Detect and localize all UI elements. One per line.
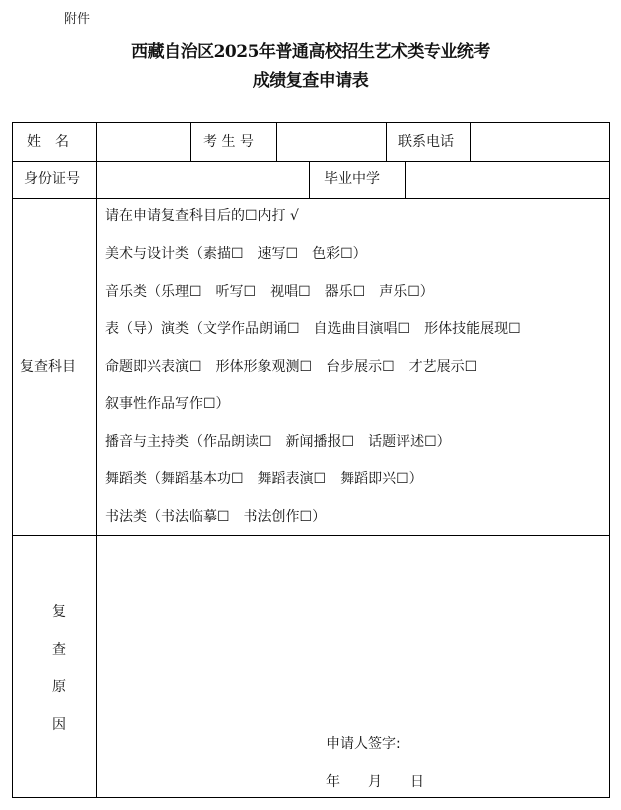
subject-line-music[interactable]: 音乐类（乐理☐ 听写☐ 视唱☐ 器乐☐ 声乐☐） (105, 284, 434, 300)
application-form-table (12, 122, 610, 798)
school-label: 毕业中学 (324, 171, 380, 187)
form-title-line2: 成绩复查申请表 (252, 71, 369, 91)
name-field[interactable] (109, 127, 183, 157)
reason-label-char: 复 (52, 604, 66, 620)
row-divider (13, 535, 609, 536)
phone-label: 联系电话 (398, 134, 454, 150)
subject-line-narrative[interactable]: 叙事性作品写作☐） (105, 396, 230, 412)
reason-label-char: 原 (52, 679, 66, 695)
subject-line-performance[interactable]: 表（导）演类（文学作品朗诵☐ 自选曲目演唱☐ 形体技能展现☐ (105, 321, 521, 337)
reason-label-char: 查 (52, 642, 66, 658)
col-divider (309, 161, 310, 198)
col-divider (96, 198, 97, 797)
col-divider (470, 123, 471, 161)
subject-line-performance-cont[interactable]: 命题即兴表演☐ 形体形象观测☐ 台步展示☐ 才艺展示☐ (105, 359, 478, 375)
exam-number-label: 考 生 号 (203, 134, 254, 150)
col-divider (386, 123, 387, 161)
exam-number-field[interactable] (283, 127, 379, 157)
subject-line-calligraphy[interactable]: 书法类（书法临摹☐ 书法创作☐） (105, 509, 327, 525)
school-field[interactable] (413, 165, 603, 195)
col-divider (96, 161, 97, 198)
col-divider (96, 123, 97, 161)
name-label: 姓 名 (27, 134, 69, 150)
id-number-field[interactable] (103, 165, 303, 195)
date-label: 年 月 日 (326, 774, 424, 790)
subject-line-broadcasting[interactable]: 播音与主持类（作品朗读☐ 新闻播报☐ 话题评述☐） (105, 434, 451, 450)
reason-field[interactable] (105, 543, 601, 733)
reason-label-char: 因 (52, 717, 66, 733)
subjects-instruction: 请在申请复查科目后的☐内打 √ (105, 208, 299, 224)
row-divider (13, 161, 609, 162)
col-divider (405, 161, 406, 198)
attachment-label: 附件 (64, 12, 91, 27)
col-divider (190, 123, 191, 161)
subject-line-dance[interactable]: 舞蹈类（舞蹈基本功☐ 舞蹈表演☐ 舞蹈即兴☐） (105, 471, 423, 487)
phone-field[interactable] (478, 127, 604, 157)
signature-label: 申请人签字: (326, 736, 401, 752)
id-number-label: 身份证号 (24, 171, 80, 187)
row-divider (13, 198, 609, 199)
subjects-label: 复查科目 (20, 359, 76, 375)
col-divider (276, 123, 277, 161)
form-title-line1: 西藏自治区2025年普通高校招生艺术类专业统考 (131, 42, 490, 62)
subject-line-art-design[interactable]: 美术与设计类（素描☐ 速写☐ 色彩☐） (105, 246, 367, 262)
